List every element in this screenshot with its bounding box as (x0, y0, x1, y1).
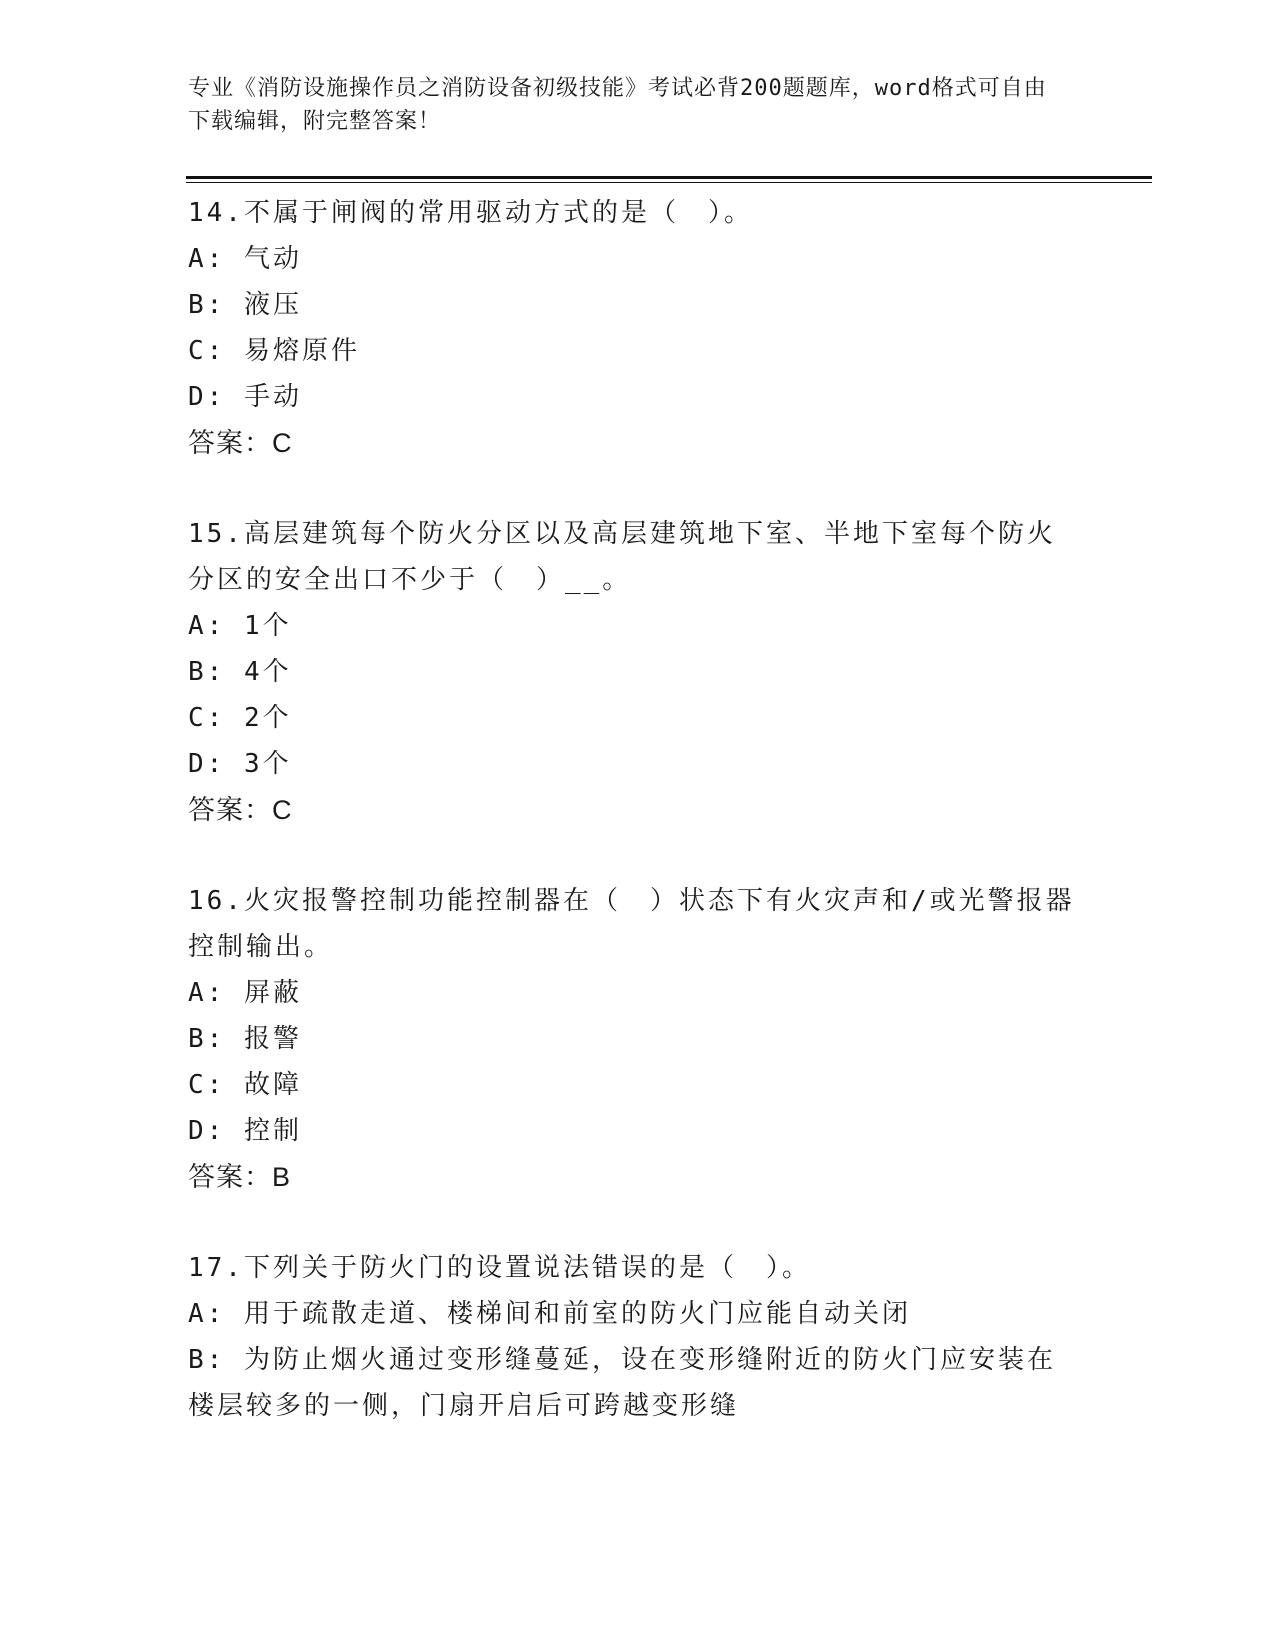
option-label: A: (188, 978, 226, 1008)
option-b (188, 649, 1088, 695)
option-label: C: (188, 336, 226, 366)
option-c (188, 328, 1088, 374)
option-text: 易熔原件 (243, 336, 360, 366)
option-a (188, 970, 1088, 1016)
answer-line (188, 1154, 1088, 1200)
option-text: 报警 (243, 1024, 302, 1054)
header-divider-thick (186, 176, 1152, 179)
header-divider-thin (186, 182, 1152, 183)
question-15 (188, 511, 1088, 833)
option-label: A: (188, 611, 226, 641)
option-a (188, 1291, 1078, 1337)
option-a (188, 236, 1088, 282)
option-label: D: (188, 1116, 226, 1146)
question-16 (188, 878, 1088, 1200)
option-label: B: (188, 1024, 226, 1054)
option-text: 故障 (243, 1070, 302, 1100)
answer-line (188, 420, 1088, 466)
question-17 (188, 1245, 1088, 1429)
option-label: A: (188, 244, 226, 274)
option-text: 1个 (243, 611, 292, 641)
option-label: C: (188, 1070, 226, 1100)
question-list (188, 190, 1088, 1474)
option-d (188, 741, 1088, 787)
answer-value: B (272, 1162, 292, 1192)
option-text: 液压 (243, 290, 302, 320)
answer-label: 答案： (188, 795, 272, 825)
option-b (188, 1337, 1078, 1429)
option-a (188, 603, 1088, 649)
page-header (188, 72, 1068, 138)
option-text: 屏蔽 (243, 978, 302, 1008)
option-c (188, 1062, 1088, 1108)
option-b (188, 282, 1088, 328)
question-stem: 15.高层建筑每个防火分区以及高层建筑地下室、半地下室每个防火分区的安全出口不少于（ ）__。 (188, 519, 1056, 595)
option-text: 用于疏散走道、楼梯间和前室的防火门应能自动关闭 (243, 1299, 911, 1329)
question-14 (188, 190, 1088, 466)
question-stem: 16.火灾报警控制功能控制器在（ ）状态下有火灾声和/或光警报器控制输出。 (188, 886, 1075, 962)
option-d (188, 1108, 1088, 1154)
option-text: 3个 (243, 749, 292, 779)
option-d (188, 374, 1088, 420)
answer-label: 答案： (188, 1162, 272, 1192)
option-label: D: (188, 382, 226, 412)
option-text: 气动 (243, 244, 302, 274)
option-b (188, 1016, 1088, 1062)
answer-value: C (272, 795, 293, 825)
option-text: 为防止烟火通过变形缝蔓延，设在变形缝附近的防火门应安装在楼层较多的一侧，门扇开启后可跨越变形缝 (188, 1345, 1056, 1421)
option-text: 手动 (243, 382, 302, 412)
option-text: 控制 (243, 1116, 302, 1146)
option-c (188, 695, 1088, 741)
question-stem: 14.不属于闸阀的常用驱动方式的是（ ）。 (188, 198, 753, 228)
answer-value: C (272, 428, 293, 458)
document-title: 专业《消防设施操作员之消防设备初级技能》考试必背200题题库，word格式可自由下载编辑，附完整答案！ (188, 76, 1047, 134)
question-stem: 17.下列关于防火门的设置说法错误的是（ ）。 (188, 1253, 811, 1283)
option-label: A: (188, 1299, 226, 1329)
option-label: C: (188, 703, 226, 733)
option-label: B: (188, 290, 226, 320)
option-text: 4个 (243, 657, 292, 687)
option-label: B: (188, 657, 226, 687)
answer-line (188, 787, 1088, 833)
option-label: D: (188, 749, 226, 779)
answer-label: 答案： (188, 428, 272, 458)
option-text: 2个 (243, 703, 292, 733)
option-label: B: (188, 1345, 226, 1375)
